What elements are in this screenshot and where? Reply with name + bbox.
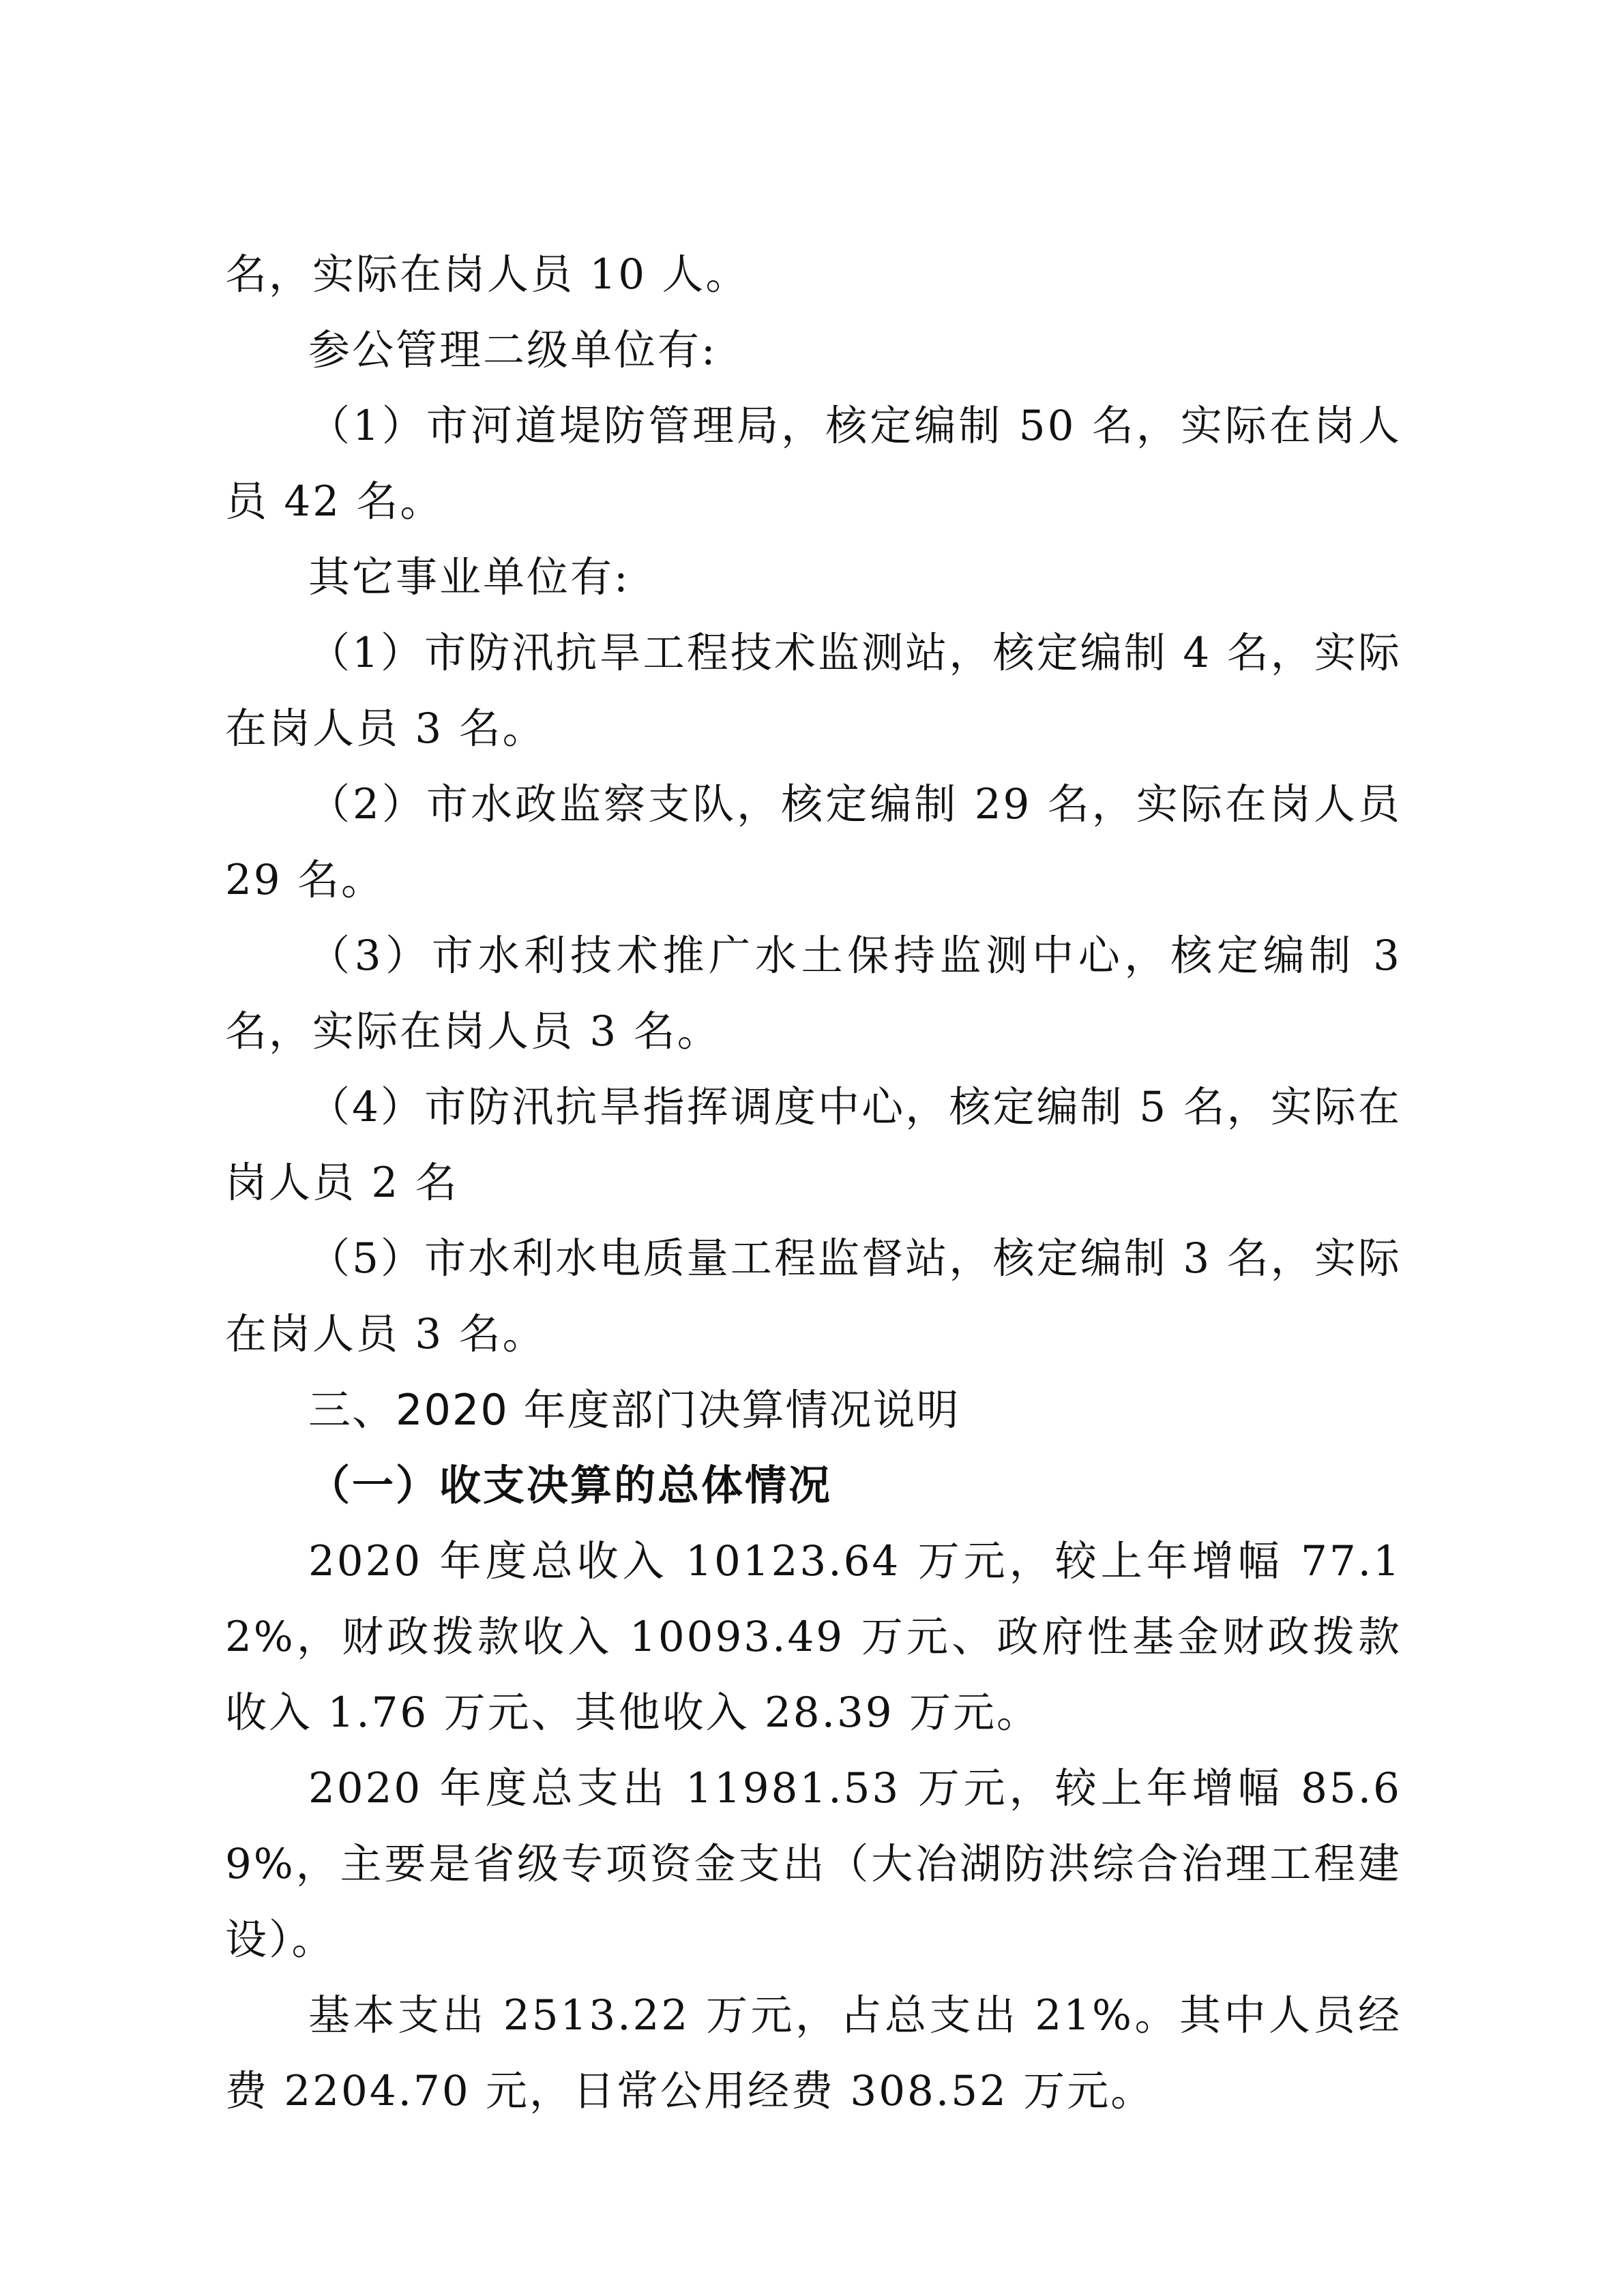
subsection-heading-overall-revenue-expenditure: （一）收支决算的总体情况	[308, 1461, 833, 1510]
document-body	[225, 237, 1402, 2129]
paragraph-other-institutions-heading: 其它事业单位有:	[308, 553, 630, 601]
paragraph-river-embankment-bureau: （1）市河道堤防管理局，核定编制 50 名，实际在岗人员 42 名。	[225, 402, 1402, 526]
paragraph-total-revenue: 2020 年度总收入 10123.64 万元，较上年增幅 77.12%，财政拨款收入 10093.49 万元、政府性基金财政拨款收入 1.76 万元、其他收入 28.39 万元。	[225, 1537, 1402, 1737]
paragraph-flood-monitoring-station: （1）市防汛抗旱工程技术监测站，核定编制 4 名，实际在岗人员 3 名。	[225, 629, 1402, 753]
paragraph-basic-expenditure: 基本支出 2513.22 万元，占总支出 21%。其中人员经费 2204.70 元，日常公用经费 308.52 万元。	[225, 1991, 1402, 2115]
paragraph-secondary-units-heading: 参公管理二级单位有:	[308, 326, 718, 374]
section-heading-final-accounts: 三、2020 年度部门决算情况说明	[308, 1385, 960, 1435]
paragraph-total-expenditure: 2020 年度总支出 11981.53 万元，较上年增幅 85.69%，主要是省级专项资金支出（大冶湖防洪综合治理工程建设）。	[225, 1764, 1402, 1964]
paragraph-quality-supervision-station: （5）市水利水电质量工程监督站，核定编制 3 名，实际在岗人员 3 名。	[225, 1234, 1402, 1358]
paragraph-water-supervision-detachment: （2）市水政监察支队，核定编制 29 名，实际在岗人员 29 名。	[225, 780, 1402, 904]
paragraph-flood-dispatch-center: （4）市防汛抗旱指挥调度中心，核定编制 5 名，实际在岗人员 2 名	[225, 1083, 1402, 1207]
paragraph-soil-conservation-center: （3）市水利技术推广水土保持监测中心，核定编制 3 名，实际在岗人员 3 名。	[225, 931, 1402, 1056]
paragraph-staff-count-continued: 名，实际在岗人员 10 人。	[225, 250, 750, 299]
